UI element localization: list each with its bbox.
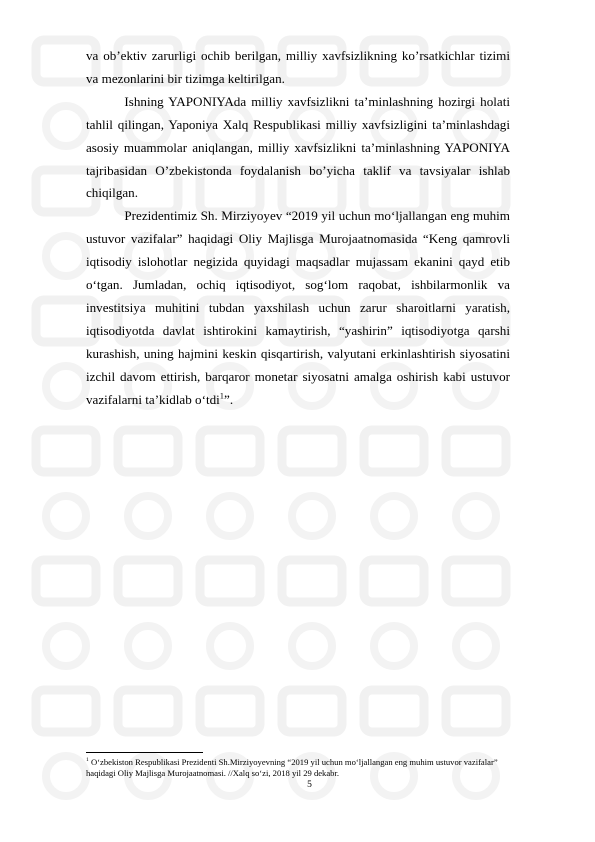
footnote-separator [86,752,203,753]
paragraph-3-text: Prezidentimiz Sh. Mirziyoyev “2019 yil uchun mo‘ljallangan eng muhim ustuvor vazifalar” haqidagi Oliy Majlisga Murojaatnomasida “Keng qamrovli iqtisodiy islohotlar negizida quyidagi maqsadlar mujassam ekanini qayd etib o‘tgan. Jumladan, ochiq iqtisodiyot, sog‘lom raqobat, ishbilarmonlik va investitsiya muhitini tubdan yaxshilash uchun zarur sharoitlarni yaratish, iqtisodiyotda davlat ishtirokini kamaytirish, “yashirin” iqtisodiyotga qarshi kurashish, uning hajmini keskin qisqartirish, valyutani erkinlashtirish siyosatini izchil davom ettirish, barqaror monetar siyosatni amalga oshirish kabi ustuvor vazifalarni ta’kidlab o‘tdi [86,208,510,407]
body-text [86,45,510,412]
footnote-reference[interactable]: 1 [219,390,225,401]
footnote-text: O‘zbekiston Respublikasi Prezidenti Sh.Mirziyoyevning “2019 yil uchun mo‘ljallangan eng muhim ustuvor vazifalar” haqidagi Oliy Majlisga Murojaatnomasi. //Xalq so‘zi, 2018 yil 29 dekabr. [86,757,498,778]
paragraph-3 [86,205,510,411]
paragraph-2: Ishning YAPONIYAda milliy xavfsizlikni ta’minlashning hozirgi holati tahlil qilingan, Yaponiya Xalq Respublikasi milliy xavfsizligini ta’minlashdagi asosiy muammolar aniqlangan, milliy xavfsizlikni ta’minlashning YAPONIYA tajribasidan O’zbekistonda foydalanish bo’yicha taklif va tavsiyalar ishlab chiqilgan. [86,93,510,201]
page-number: 5 [307,780,312,790]
paragraph-1: va ob’ektiv zarurligi ochib berilgan, milliy xavfsizlikning ko’rsatkichlar tizimi va mezonlarini bir tizimga keltirilgan. [86,48,510,86]
footnote-marker: 1 [86,757,89,764]
paragraph-3-closing: ”. [224,391,234,407]
footnote [86,757,526,778]
